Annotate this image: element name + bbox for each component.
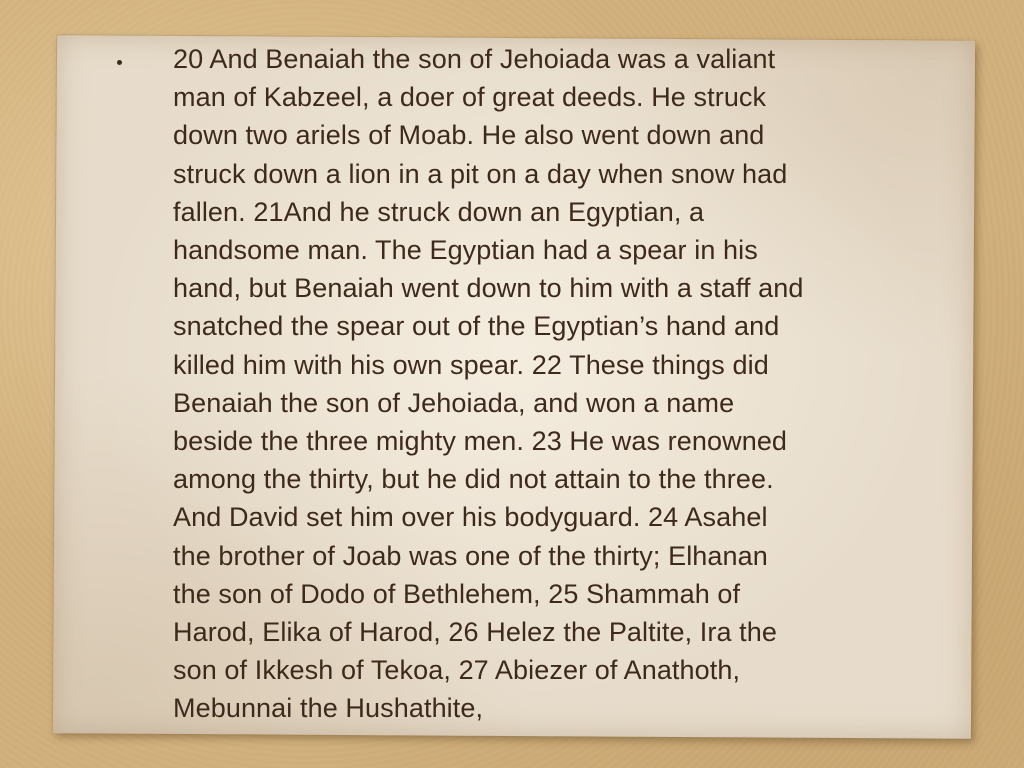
bullet-dot [117,60,122,65]
bullet-text: 20 And Benaiah the son of Jehoiada was a valiant man of Kabzeel, a doer of great deeds. He struck down two ariels of Moab. He also went down and struck down a lion in a pit on a day when snow had fallen. 21And he struck down an Egyptian, a handsome man. The Egyptian had a spear in his hand, but Benaiah went down to him with a staff and snatched the spear out of the Egyptian’s hand and killed him with his own spear. 22 These things did Benaiah the son of Jehoiada, and won a name beside the three mighty men. 23 He was renowned among the thirty, but he did not attain to the three. And David set him over his bodyguard. 24 Asahel the brother of Joab was one of the thirty; Elhanan the son of Dodo of Bethlehem, 25 Shammah of Harod, Elika of Harod, 26 Helez the Paltite, Ira the son of Ikkesh of Tekoa, 27 Abiezer of Anathoth, Mebunnai the Hushathite, [173,44,804,724]
